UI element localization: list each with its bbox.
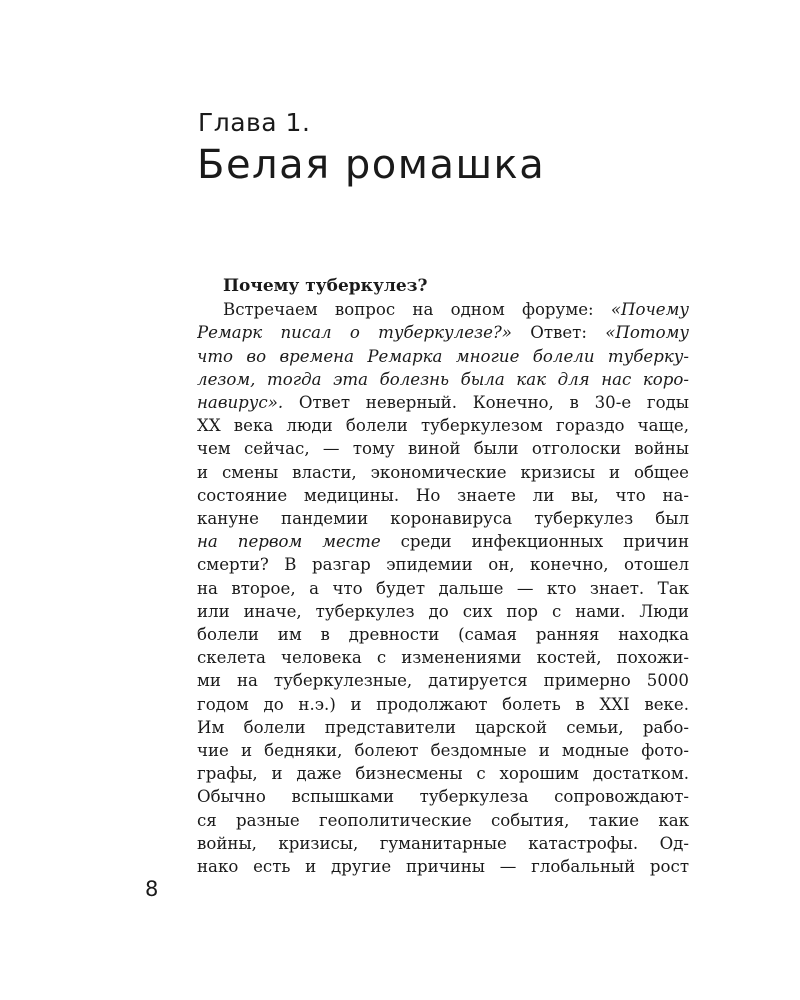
text-run: графы, и даже бизнесмены с хорошим достатком. (197, 764, 689, 784)
text-run: или иначе, туберкулез до сих пор с нами. Люди (197, 601, 689, 621)
text-run: среди инфекционных причин (380, 532, 689, 552)
italic-text: Ремарк писал о туберкулезе?» (197, 323, 512, 343)
page-number: 8 (145, 877, 159, 901)
text-run: нако есть и другие причины — глобальный рост (197, 857, 689, 877)
body-text (197, 275, 689, 878)
text-line (197, 414, 689, 437)
text-line (197, 693, 689, 716)
text-line (197, 507, 689, 530)
text-line (197, 716, 689, 739)
text-line (197, 669, 689, 692)
text-run: чем сейчас, — тому виной были отголоски войны (197, 439, 689, 459)
chapter-label: Глава 1. (198, 108, 311, 137)
text-line (197, 600, 689, 623)
text-run: кануне пандемии коронавируса туберкулез был (197, 509, 689, 529)
text-line (197, 484, 689, 507)
text-run: чие и бедняки, болеют бездомные и модные фото- (197, 741, 689, 761)
text-line (197, 646, 689, 669)
text-line (197, 461, 689, 484)
text-run: ми на туберкулезные, датируется примерно 5000 (197, 671, 689, 691)
italic-text: навирус». (197, 393, 284, 413)
text-run: смерти? В разгар эпидемии он, конечно, отошел (197, 555, 689, 575)
text-line (197, 298, 689, 321)
text-run: болели им в древности (самая ранняя находка (197, 625, 689, 645)
text-line (197, 345, 689, 368)
italic-text: «Потому (605, 323, 689, 343)
text-run: Ответ: (511, 323, 606, 343)
text-line (197, 437, 689, 460)
text-run: на второе, а что будет дальше — кто знает. Так (197, 578, 689, 598)
text-line (197, 391, 689, 414)
text-line (197, 762, 689, 785)
text-line (197, 577, 689, 600)
paragraph (197, 298, 689, 878)
text-run: Им болели представители царской семьи, рабо- (197, 717, 689, 737)
text-line (197, 809, 689, 832)
text-line (197, 368, 689, 391)
text-run: годом до н.э.) и продолжают болеть в XXI веке. (197, 694, 689, 714)
text-line (197, 553, 689, 576)
text-run: скелета человека с изменениями костей, похожи- (197, 648, 689, 668)
italic-text: на первом месте (197, 532, 381, 552)
text-run: Ответ неверный. Конечно, в 30-е годы (283, 393, 689, 413)
section-heading: Почему туберкулез? (223, 276, 428, 296)
text-run: состояние медицины. Но знаете ли вы, что на- (197, 485, 689, 505)
text-line (197, 855, 689, 878)
text-line (197, 321, 689, 344)
text-line (197, 832, 689, 855)
text-run: и смены власти, экономические кризисы и общее (197, 462, 689, 482)
italic-text: лезом, тогда эта болезнь была как для нас коро- (197, 369, 689, 389)
chapter-title: Белая ромашка (197, 142, 546, 188)
text-run: Обычно вспышками туберкулеза сопровождают- (197, 787, 689, 807)
text-line (197, 623, 689, 646)
italic-text: «Почему (610, 300, 689, 320)
text-line (197, 785, 689, 808)
italic-text: что во времена Ремарка многие болели туберку- (197, 346, 689, 366)
text-line (197, 739, 689, 762)
text-line (197, 530, 689, 553)
text-run: Встречаем вопрос на одном форуме: (223, 300, 611, 320)
text-run: XX века люди болели туберкулезом гораздо чаще, (197, 416, 689, 436)
text-run: ся разные геополитические события, такие как (197, 810, 689, 830)
text-run: войны, кризисы, гуманитарные катастрофы. Од- (197, 833, 689, 853)
